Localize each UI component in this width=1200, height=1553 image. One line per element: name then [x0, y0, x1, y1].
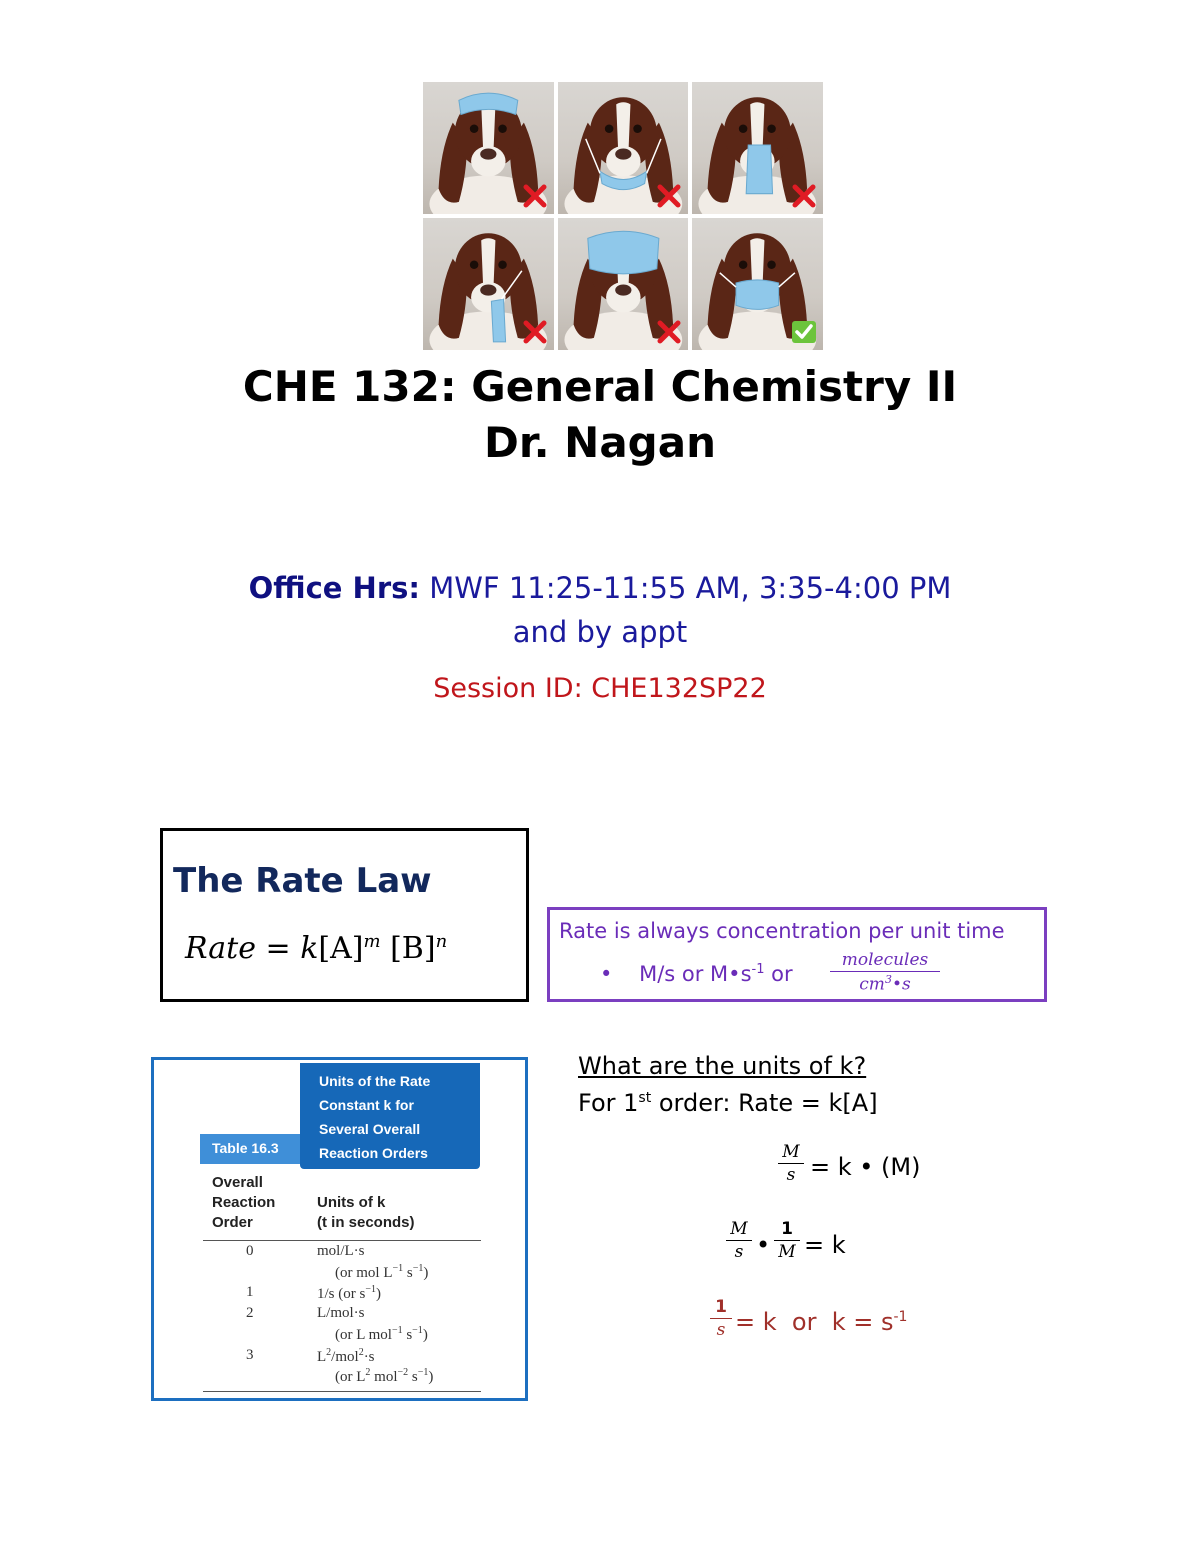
rate-eq-b: [B] — [390, 931, 436, 966]
col1-head-line: Order — [212, 1214, 253, 1231]
den-base: cm — [859, 974, 885, 995]
col1-head-line: Overall — [212, 1174, 263, 1191]
unit-text: L — [317, 1349, 327, 1365]
table-row-unit: mol/L·s — [317, 1243, 365, 1259]
red-x-icon — [656, 320, 682, 344]
rate-units-a: M/s or M•s — [639, 962, 752, 986]
step3-exp: -1 — [893, 1309, 908, 1325]
table-row-alt — [335, 1367, 433, 1386]
table-title-line: Constant k for — [319, 1097, 414, 1113]
step2-num2: 1 — [774, 1219, 800, 1241]
rate-units-bullet-line — [600, 962, 793, 986]
dog-photo-mask-under-chin — [558, 82, 689, 214]
step2-num1: M — [726, 1219, 752, 1241]
step2-fraction-2 — [774, 1219, 800, 1262]
unit-exp: 2 — [358, 1347, 364, 1358]
den-exp: 3 — [884, 973, 892, 986]
alt-mid: s — [408, 1369, 418, 1385]
alt-exp: −2 — [397, 1367, 409, 1378]
table-number: Table 16.3 — [212, 1140, 279, 1156]
molecules-per-volume-time-fraction — [830, 950, 940, 995]
rate-units-a-exp: -1 — [751, 962, 765, 977]
rate-eq-n: n — [435, 931, 448, 952]
rate-law-title: The Rate Law — [173, 861, 432, 901]
fo-sup: st — [638, 1090, 652, 1106]
step2-den2: M — [778, 1242, 796, 1262]
alt-exp: −1 — [392, 1263, 404, 1274]
step2-dot: • — [756, 1231, 771, 1259]
step3-num: 1 — [710, 1297, 732, 1319]
table-row-alt — [335, 1325, 428, 1344]
alt-exp: −1 — [412, 1263, 424, 1274]
mask-dog-photo-grid — [423, 82, 823, 350]
unit-text: 1/s (or s — [317, 1286, 366, 1302]
table-row-unit: L/mol·s — [317, 1305, 365, 1321]
dog-photo-mask-on-top-of-head — [423, 82, 554, 214]
fo-post: order: Rate = k[A] — [651, 1089, 878, 1117]
step3-rhs: = k or k = s — [735, 1308, 894, 1336]
session-id: Session ID: CHE132SP22 — [433, 673, 767, 704]
rate-constant-units-table — [151, 1057, 528, 1401]
table-row-order: 3 — [246, 1347, 254, 1363]
fraction-numerator: molecules — [830, 950, 940, 972]
unit-mid: /mol — [331, 1349, 359, 1365]
alt-end: ) — [423, 1265, 429, 1281]
table-number-tab — [200, 1134, 300, 1164]
step2-den1: s — [734, 1242, 744, 1262]
table-header-rule — [203, 1240, 481, 1241]
table-title-line: Several Overall — [319, 1121, 421, 1137]
dog-photo-mask-worn-correctly — [692, 218, 823, 350]
units-of-k-question: What are the units of k? — [578, 1052, 867, 1080]
table-row-unit — [317, 1284, 381, 1303]
rate-units-heading: Rate is always concentration per unit time — [559, 919, 1005, 943]
alt-text: (or L mol — [335, 1327, 392, 1343]
alt-text: (or L — [335, 1369, 366, 1385]
alt-pre: mol — [370, 1369, 398, 1385]
table-row-order: 1 — [246, 1284, 254, 1300]
step3-answer — [735, 1308, 907, 1336]
unit-exp: 2 — [326, 1347, 332, 1358]
dog-photo-mask-hanging-from-one-ear — [692, 82, 823, 214]
alt-text: (or mol L — [335, 1265, 393, 1281]
den-tail: •s — [891, 974, 911, 995]
table-title-banner — [300, 1063, 480, 1169]
fo-pre: For 1 — [578, 1089, 639, 1117]
rate-law-box — [160, 828, 529, 1002]
dog-photo-mask-over-eyes — [558, 218, 689, 350]
red-x-icon — [522, 320, 548, 344]
rate-units-or: or — [764, 962, 793, 986]
office-hours-extra: and by appt — [512, 615, 688, 649]
alt-exp: −1 — [391, 1325, 403, 1336]
fraction-denominator — [830, 972, 940, 995]
step2-fraction-1 — [726, 1219, 752, 1262]
alt-mid: s — [403, 1265, 413, 1281]
rate-eq-lhs: Rate — [185, 931, 256, 966]
office-hours-label: Office Hrs: — [248, 571, 420, 605]
unit-end: ) — [375, 1286, 381, 1302]
rate-eq-m: m — [363, 931, 381, 952]
step3-den: s — [716, 1320, 726, 1340]
dog-photo-mask-on-one-side — [423, 218, 554, 350]
col2-head-line: (t in seconds) — [317, 1214, 415, 1231]
alt-end: ) — [428, 1369, 434, 1385]
course-title: CHE 132: General Chemistry II — [242, 362, 958, 411]
step2-rhs: = k — [804, 1231, 846, 1259]
rate-eq-equals: = — [255, 931, 301, 966]
column-header-order — [212, 1173, 275, 1233]
unit-exp: −1 — [365, 1284, 376, 1295]
table-bottom-rule — [203, 1391, 481, 1392]
step3-fraction — [710, 1297, 732, 1340]
table-row-order: 0 — [246, 1243, 254, 1259]
step1-rhs: = k • (M) — [810, 1153, 921, 1181]
table-title-line: Units of the Rate — [319, 1073, 431, 1089]
alt-mid: s — [402, 1327, 413, 1343]
green-check-icon — [791, 320, 817, 344]
table-row-alt — [335, 1263, 428, 1282]
bullet-icon: • — [600, 962, 613, 986]
step1-fraction — [778, 1142, 804, 1185]
alt-exp: −1 — [412, 1325, 423, 1336]
red-x-icon — [522, 184, 548, 208]
office-hours-times: MWF 11:25-11:55 AM, 3:35-4:00 PM — [429, 571, 952, 605]
column-header-units — [317, 1193, 415, 1233]
table-title-line: Reaction Orders — [319, 1145, 428, 1161]
alt-exp: −1 — [417, 1367, 429, 1378]
alt-exp: 2 — [365, 1367, 371, 1378]
rate-eq-a: [A] — [318, 931, 364, 966]
instructor-name: Dr. Nagan — [484, 418, 716, 467]
rate-eq-k: k — [300, 931, 319, 966]
rate-units-note-box — [547, 907, 1047, 1002]
red-x-icon — [791, 184, 817, 208]
col2-head-line: Units of k — [317, 1194, 386, 1211]
step1-den: s — [786, 1165, 796, 1185]
office-hours-line — [0, 571, 1200, 605]
step1-num: M — [778, 1142, 804, 1164]
table-row-unit — [317, 1347, 375, 1366]
unit-end: ·s — [363, 1349, 375, 1365]
rate-law-equation — [185, 931, 447, 966]
table-row-order: 2 — [246, 1305, 254, 1321]
alt-end: ) — [422, 1327, 428, 1343]
col1-head-line: Reaction — [212, 1194, 276, 1211]
red-x-icon — [656, 184, 682, 208]
first-order-rate-law — [578, 1089, 878, 1117]
